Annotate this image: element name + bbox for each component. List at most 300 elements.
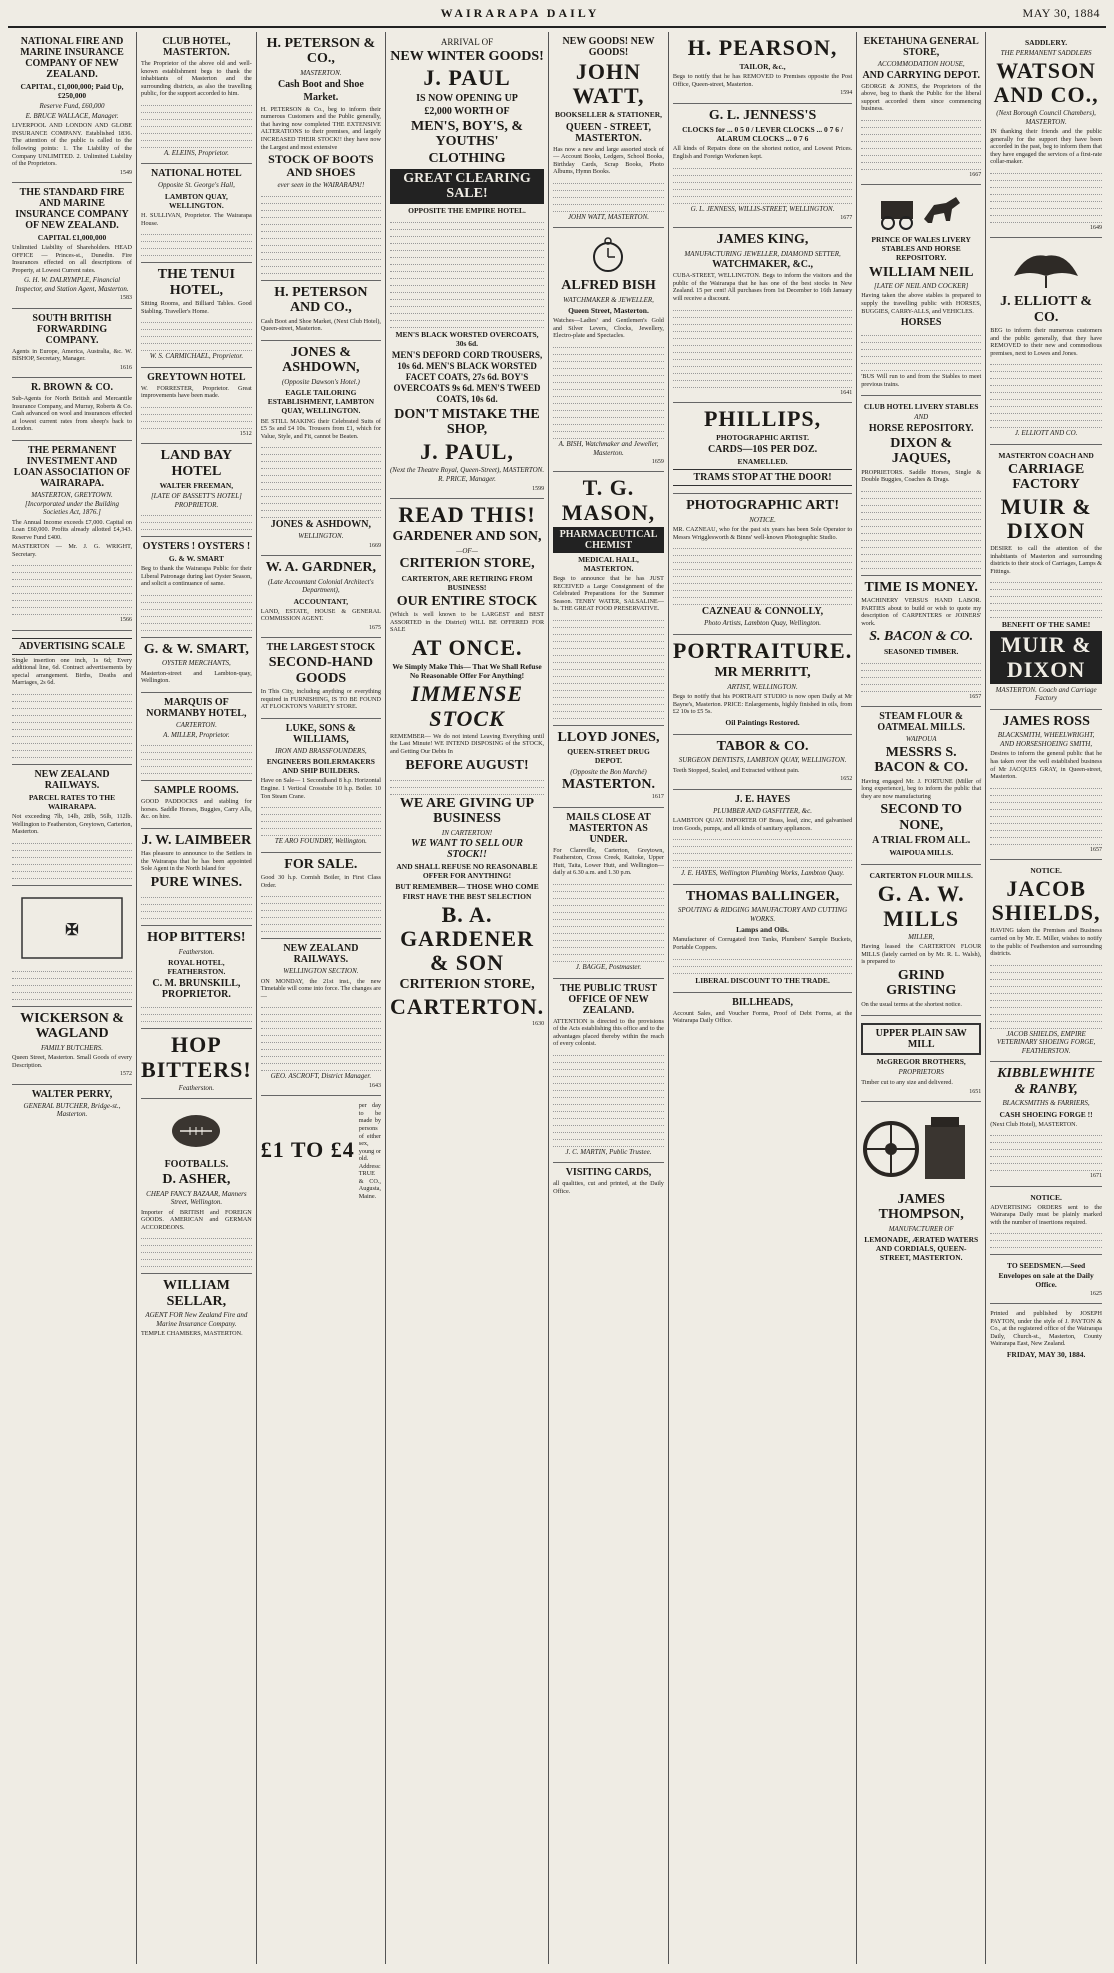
sample-rooms-ad: [141, 781, 252, 829]
ad-sub: SPOUTING & RIDGING MANUFACTORY AND CUTTING WORKS.: [677, 906, 848, 923]
ad-heading-3: IMMENSE STOCK: [410, 681, 524, 731]
ad-body: ADVERTISING ORDERS sent to the Wairarapa Daily must be plainly marked with the number of insertions required.: [990, 1203, 1102, 1226]
imprint-date: FRIDAY, MAY 30, 1884.: [1006, 1350, 1086, 1359]
ad-heading: SOUTH BRITISH FORWARDING COMPANY.: [32, 312, 112, 346]
brown-ad: [12, 378, 132, 441]
ad-body: BE STILL MAKING their Celebrated Suits of £5 5s and £4 10s. Trousers from £1, which for Value, Style, and Fit, cannot be Beaten.: [260, 417, 381, 440]
ad-sub: OYSTER MERCHANTS,: [161, 659, 231, 668]
svg-text:✠: ✠: [65, 921, 79, 939]
ad-heading: ALFRED BISH: [561, 278, 656, 294]
column-3: [257, 32, 386, 1964]
ad-body: H. PETERSON & Co., beg to inform their numerous Customers and the Public generally, that having now completed THE EXTENSIVE ALTERATIONS to their premises, and largely INCREASED THEIR STOCK!! they have now the Largest and most extensive: [260, 105, 381, 151]
ad-heading: CARTERTON FLOUR MILLS.: [869, 871, 973, 881]
ad-number: 1599: [532, 485, 545, 492]
ad-line: CAPITAL £1,000,000: [37, 233, 107, 243]
columns: [8, 32, 1106, 1964]
ad-sub: BLACKSMITHS & FARRIERS,: [1002, 1099, 1090, 1108]
ad-line: EAGLE TAILORING ESTABLISHMENT, LAMBTON QUAY, WELLINGTON.: [267, 388, 374, 416]
ad-sub: MANUFACTURING JEWELLER, DIAMOND SETTER,: [684, 249, 841, 258]
ad-tail: OPPOSITE THE EMPIRE HOTEL.: [408, 205, 526, 215]
ad-body: CUBA-STREET, WELLINGTON. Begs to inform the visitors and the public of the Wairarapa that he has one of the best stocks in New Zealand. 15 per cent! All purchases from 1st December to 16th January will receive a discount.: [672, 272, 853, 303]
ad-number: 1669: [368, 542, 381, 549]
trade-mark-ad: [12, 886, 132, 1007]
ad-number: 1677: [840, 215, 853, 222]
ad-body: all qualities, cut and printed, at the Daily Office.: [553, 1180, 664, 1195]
ad-body-2: (Which is well known to be LARGEST and BEST ASSORTED in the District) WILL BE OFFERED FOR SALE: [389, 611, 545, 634]
column-2: [137, 32, 257, 1964]
ad-heading: LAND BAY HOTEL: [160, 448, 233, 479]
ad-line: HORSES: [900, 317, 942, 329]
ad-big: CARRIAGE FACTORY: [1007, 461, 1085, 493]
ad-body: LAND, ESTATE, HOUSE & GENERAL COMMISSION AGENT.: [260, 607, 381, 623]
ad-number: 1512: [239, 430, 252, 437]
ad-line: BENEFIT OF THE SAME!: [1001, 620, 1091, 630]
ad-heading: MASTERTON COACH AND: [998, 450, 1094, 460]
ad-heading: NEW ZEALAND RAILWAYS.: [283, 943, 359, 966]
ad-sub: CARTERTON.: [175, 721, 217, 730]
visiting-cards-ad: [553, 1163, 664, 1202]
jenness-clocks-ad: [673, 104, 852, 229]
ad-sub: AGENT FOR New Zealand Fire and Marine Insurance Company.: [145, 1311, 248, 1328]
ad-sub: [LATE OF NEIL AND COCKER]: [874, 281, 969, 290]
ad-body-4: AND SHALL REFUSE NO REASONABLE OFFER FOR ANYTHING!: [396, 862, 538, 881]
ad-heading: TIME IS MONEY.: [864, 579, 978, 595]
machinery-icon: [861, 1109, 981, 1189]
ad-line: SEASONED TIMBER.: [883, 646, 959, 656]
ad-heading: H. PETERSON AND CO.,: [274, 284, 368, 316]
ad-clothing: CLOTHING: [428, 151, 506, 167]
ad-sub: [LATE OF BASSETT'S HOTEL] PROPRIETOR.: [150, 492, 242, 509]
ad-heading: WILLIAM SELLAR,: [162, 1278, 230, 1309]
ad-body: Sub-Agents for North British and Mercantile Insurance Company, and Murray, Roberts & Co. Cash advanced on wool and insurances effected at lowest current rates from sheep's back to London.: [12, 395, 132, 433]
ad-heading: HOP BITTERS!: [147, 930, 246, 946]
ad-body: Desires to inform the general public that he has taken over the well established business of Mr JACQUES GRAY, in Queen-street, Masterton.: [990, 750, 1102, 781]
ad-number: 1667: [969, 171, 982, 178]
ad-heading: J. ELLIOTT & CO.: [1000, 294, 1093, 325]
ad-heading: SAMPLE ROOMS.: [154, 785, 239, 797]
ad-sub: SURGEON DENTISTS, LAMBTON QUAY, WELLINGTON.: [678, 756, 847, 765]
ad-tail: We Simply Make This— That We Shall Refuse No Reasonable Offer For Anything!: [392, 662, 542, 681]
ad-body: In This City, including anything or everything required in FURNISHING, IS TO BE FOUND AT FLOCKTON'S VARIETY STORE.: [260, 687, 381, 711]
ad-body: Teeth Stopped, Scaled, and Extracted without pain.: [672, 766, 800, 774]
ad-number: 1641: [840, 389, 853, 396]
ad-body: Manufacturer of Corrugated Iron Tanks, Plumbers' Sample Buckets, Portable Coppers.: [672, 936, 853, 952]
ad-line: PARCEL RATES TO THE WAIRARAPA.: [28, 793, 116, 812]
ad-sub: Featherston.: [178, 947, 215, 956]
ad-sub: MEN'S, BOY'S, & YOUTHS': [411, 118, 524, 149]
ad-big: NEW WINTER GOODS!: [390, 48, 544, 64]
ad-line: CAZNEAU & CONNOLLY,: [701, 606, 824, 618]
ad-agent: J. ELLIOTT AND CO.: [1014, 429, 1078, 438]
footballs-ad: [141, 1099, 252, 1274]
ad-agent: MASTERTON.: [561, 777, 655, 793]
ad-agent: WAIPOUA MILLS.: [889, 848, 954, 858]
ad-heading: JAMES THOMPSON,: [878, 1191, 964, 1223]
ad-body: Single insertion one inch, 1s 6d; Every additional line, 6d. Contract advertisements by special arrangement. Births, Deaths and Marriages, 2s 6d.: [12, 656, 132, 687]
paul-winter-goods-ad: [390, 32, 544, 499]
ad-name: JACOB SHIELDS,: [991, 876, 1101, 926]
trade-mark-emblem-icon: [12, 893, 132, 963]
ad-heading: TABOR & CO.: [716, 738, 809, 754]
ad-tail-2: BUT REMEMBER— THOSE WHO COME FIRST HAVE THE BEST SELECTION: [395, 882, 539, 901]
alfred-bish-ad: [553, 228, 664, 472]
ad-footer: JONES & ASHDOWN,: [270, 519, 372, 531]
ad-heading: NOTICE.: [1030, 1192, 1062, 1202]
ad-heading: CLUB HOTEL LIVERY STABLES: [863, 402, 979, 412]
ad-agent: A. MILLER, Proprietor.: [163, 730, 230, 739]
ad-line: MEDICAL HALL, MASTERTON.: [578, 554, 639, 573]
ad-agent: MASTERTON — Mr. J. G. WRIGHT, Secretary.: [12, 543, 132, 558]
masthead-date: MAY 30, 1884: [1022, 6, 1100, 20]
ad-line: CARDS—10S PER DOZ.: [707, 444, 818, 456]
ad-body: MR. CAZNEAU, who for the past six years has been Sole Operator to Messrs Wrigglesworth & Binns' well-known Photographic Studio.: [672, 526, 853, 541]
column-7: [857, 32, 986, 1964]
ad-name: WILLIAM NEIL: [868, 264, 974, 280]
for-sale-ad: [261, 853, 381, 940]
ad-sub: PHARMACEUTICAL CHEMIST: [553, 527, 664, 553]
watson-saddlery-ad: [990, 32, 1102, 238]
ad-line: Oil Paintings Restored.: [725, 717, 800, 727]
ad-body-3: REMEMBER— We do not intend Leaving Everything until the Last Minute! WE INTEND DISPOSING of the STOCK, and Getting Our Debts In: [389, 732, 545, 755]
pearson-tailor-ad: [673, 32, 852, 104]
ad-name-banner: MUIR & DIXON: [990, 631, 1102, 683]
ad-body: Timber cut to any size and delivered.: [861, 1078, 953, 1086]
bacon-timber-ad: [861, 576, 981, 707]
ad-sub: IRON AND BRASSFOUNDERS,: [275, 746, 367, 755]
ad-body: DESIRE to call the attention of the inhabitants of Masterton and surrounding districts to their stock of Carriages, Lamps & Fittings.: [990, 545, 1102, 575]
ad-line-3: WE WANT TO SELL OUR STOCK!!: [411, 838, 523, 861]
ad-tail: LIBERAL DISCOUNT TO THE TRADE.: [695, 975, 830, 985]
ad-sub: (Opposite the Bon Marché): [570, 767, 647, 776]
ad-sub: TAILOR, &c.,: [739, 62, 786, 72]
ad-heading: HOP BITTERS!: [141, 1032, 252, 1082]
ad-heading: BILLHEADS,: [732, 996, 793, 1008]
elliott-ad: [990, 238, 1102, 445]
jones-ashdown-ad: [261, 341, 381, 556]
ad-body: ON MONDAY, the 21st inst., the new Timetable will come into force. The changes are—: [260, 977, 381, 1000]
ad-name: S. BACON & CO.: [869, 629, 974, 645]
public-trust-ad: [553, 979, 664, 1164]
ad-heading: CLUB HOTEL, MASTERTON.: [162, 36, 231, 58]
ad-heading: NOTICE.: [1030, 865, 1062, 875]
ad-number: 1643: [368, 1082, 381, 1089]
ad-line-4: CARTERTON.: [389, 993, 545, 1019]
ad-sub-2: IN CARTERTON!: [441, 828, 493, 837]
sellar-ad: [141, 1274, 252, 1344]
ad-line: (Next Borough Council Chambers), MASTERTON.: [996, 109, 1096, 126]
ad-heading: TO SEEDSMEN.—Seed Envelopes on sale at the Daily Office.: [998, 1261, 1094, 1289]
ad-big: AT ONCE.: [411, 634, 523, 660]
ad-name: DIXON & JAQUES,: [890, 435, 953, 467]
ad-agent: C. M. BRUNSKILL, PROPRIETOR.: [152, 978, 241, 1001]
mails-ad: [553, 808, 664, 979]
insurance-ad: [12, 32, 132, 183]
ad-body: The Annual Income exceeds £7,000. Capital on Loan £60,000. Profits already allotted £4,343. Reserve Fund £400.: [12, 518, 132, 541]
muir-dixon-ad: [990, 445, 1102, 710]
ad-heading: UPPER PLAIN SAW MILL: [861, 1023, 981, 1055]
ad-agent: R. PRICE, Manager.: [438, 475, 496, 484]
ad-line: LAMBTON QUAY, WELLINGTON.: [164, 191, 228, 211]
ad-sub-3: CRITERION STORE,: [399, 977, 535, 993]
ad-body: Beg to thank the Wairarapa Public for their Liberal Patronage during last Oyster Season, and solicit a continuance of same.: [141, 565, 252, 588]
ad-number: 1625: [1089, 1290, 1102, 1297]
ad-agent: G. H. W. DALRYMPLE, Financial Inspector, and Station Agent, Masterton.: [15, 276, 129, 293]
ad-sub: THE PERMANENT SADDLERS: [1000, 49, 1092, 58]
ad-body: (Next Club Hotel), MASTERTON.: [990, 1120, 1078, 1128]
laimbeer-ad: [141, 829, 252, 926]
column-8: [986, 32, 1106, 1964]
normanby-hotel-ad: [141, 693, 252, 781]
ad-heading: OYSTERS ! OYSTERS !: [142, 541, 251, 553]
ad-line: CAPITAL, £1,000,000; Paid Up, £250,000: [20, 82, 124, 101]
ad-agent: TE ARO FOUNDRY, Wellington.: [274, 837, 367, 846]
ad-heading: ARRIVAL OF: [440, 37, 494, 47]
foundry-ad: [261, 719, 381, 853]
ad-body: GOOD PADDOCKS and stabling for horses. Saddle Horses, Buggies, Carry Alls, &c. on hire.: [141, 798, 252, 821]
ad-body: Begs to notify that his PORTRAIT STUDIO is now open Daily at Mr Bayne's, Masterton. PRICE: Enlargements, highly finished in oils, from £2 10s to £5 5s.: [672, 693, 853, 716]
ad-body: ATTENTION is directed to the provisions of the Acts establishing this office and to the advantages placed thereby within the reach of every colonist.: [553, 1017, 664, 1048]
ad-number: 1616: [120, 364, 132, 371]
ad-body: W. FORRESTER, Proprietor. Great improvements have been made.: [141, 384, 252, 400]
ad-heading: JAMES ROSS: [1002, 713, 1090, 729]
ad-agent: JACOB SHIELDS, EMPIRE VETERINARY SHOEING FORGE, FEATHERSTON.: [996, 1029, 1096, 1055]
ad-heading: W. A. GARDNER,: [265, 560, 377, 576]
ad-sub: MANUFACTURER OF: [888, 1224, 954, 1233]
ad-body: Good 30 h.p. Cornish Boiler, in First Class Order.: [260, 874, 381, 889]
ad-body: IN thanking their friends and the public generally for the support they have been accorded in the past, beg to inform them that they have engaged the services of a first-rate collar-maker.: [990, 128, 1102, 166]
ad-line: SECOND TO NONE,: [880, 802, 962, 833]
ad-line: QUEEN-STREET DRUG DEPOT.: [567, 747, 650, 766]
ad-heading-4: WE ARE GIVING UP BUSINESS: [399, 795, 535, 827]
ad-heading-5: B. A. GARDENER & SON: [400, 901, 534, 976]
standard-insurance-ad: [12, 183, 132, 309]
ad-body: GEORGE & JONES, the Proprietors of the above, beg to thank the Public for the liberal support accorded them since commencing business.: [861, 82, 982, 113]
ad-body: CARTERTON, ARE RETIRING FROM BUSINESS!: [401, 573, 533, 592]
lloyd-jones-ad: [553, 726, 664, 808]
peterson-ad: [261, 32, 381, 281]
ad-heading: NEW GOODS! NEW GOODS!: [562, 36, 655, 58]
ad-sub: ARTIST, WELLINGTON.: [727, 682, 798, 691]
ad-agent: J. E. HAYES, Wellington Plumbing Works, Lambton Quay.: [680, 869, 845, 878]
ad-heading: FOR SALE.: [284, 856, 358, 872]
peterson-ad-2: [261, 281, 381, 341]
ad-line: MEN'S BLACK WORSTED OVERCOATS, 30s 6d.: [395, 329, 539, 348]
ad-line: HORSE REPOSITORY.: [868, 422, 974, 434]
ad-body: LIVERPOOL AND LONDON AND GLOBE INSURANCE COMPANY. Established 1836. The attention of the public is called to the following points: 1. The Liability of the Company UNLIMITED. 2. Unlimited Liability of the Proprietors.: [12, 122, 132, 168]
ad-body: Have on Sale— 1 Secondhand 8 h.p. Horizontal Engine. 1 Vertical Crosstube 10 h.p. Boiler. 10 Ton Steam Crane.: [260, 777, 381, 800]
ad-tail: ever seen in the WAIRARAPA!!: [277, 181, 365, 190]
ad-body: Having leased the CARTERTON FLOUR MILLS (lately carried on by Mr. R. L. Walsh), is prepared to: [861, 943, 982, 966]
billheads-ad: [673, 993, 852, 1032]
ad-number: 1651: [969, 1088, 982, 1095]
ad-heading: STEAM FLOUR & OATMEAL MILLS.: [877, 711, 965, 734]
ad-line: CASH SHOEING FORGE !!: [999, 1109, 1093, 1119]
ad-heading: EKETAHUNA GENERAL STORE,: [863, 36, 979, 58]
ad-body: MEN'S DEFORD CORD TROUSERS, 10s 6d. MEN'S BLACK WORSTED FACET COATS, 27s 6d. BOY'S OVERCOATS 9s 6d. MEN'S TWEED COATS, 10s 6d.: [391, 349, 543, 404]
ad-body: TEMPLE CHAMBERS, MASTERTON.: [141, 1330, 243, 1338]
ad-name: GARDENER AND SON,: [392, 529, 542, 545]
ad-line: G. & W. SMART: [168, 554, 224, 564]
ad-heading: NATIONAL HOTEL: [151, 168, 242, 180]
ad-body: MACHINERY VERSUS HAND LABOR. PARTIES about to build or wish to quote my description of CARPENTERS or JOINERS' work.: [861, 597, 982, 627]
ad-body: BEG to inform their numerous customers and the public generally, that they have REMOVED to their new and commodious premises, next to Lowes and Jones.: [990, 327, 1102, 357]
ad-name: J. PAUL,: [420, 438, 514, 464]
ad-line: D. ASHER,: [162, 1172, 231, 1188]
ad-line: WALTER FREEMAN,: [159, 480, 234, 490]
tabor-dentists-ad: [673, 735, 852, 790]
ad-name: MUIR & DIXON: [1000, 493, 1092, 543]
saddle-emblem-icon: [990, 245, 1102, 291]
ad-sub: Reserve Fund, £60,000: [39, 102, 105, 111]
ad-body: Sitting Rooms, and Billiard Tables. Good Stabling. Traveller's Home.: [141, 300, 252, 315]
ad-heading: G. & W. SMART,: [143, 641, 249, 657]
club-hotel-ad: [141, 32, 252, 164]
eketahuna-store-ad: [861, 32, 981, 185]
ad-body: Has now a new and large assorted stock of— Account Books, Ledgers, School Books, Birthday Cards, Scrap Books, Photo Albums, Hymn Books.: [553, 145, 664, 176]
ad-number: 1657: [1089, 846, 1102, 853]
ad-name: WATSON AND CO.,: [993, 57, 1099, 107]
ad-heading: THE PERMANENT INVESTMENT AND LOAN ASSOCIATION OF WAIRARAPA.: [13, 445, 131, 490]
ad-sub: Featherston.: [178, 1083, 215, 1092]
merritt-portraiture-ad: [673, 635, 852, 735]
ad-number: 1617: [651, 794, 664, 801]
ad-heading: SADDLERY.: [1025, 38, 1068, 47]
ad-sub: ACCOMMODATION HOUSE,: [877, 60, 965, 68]
ad-agent: Photo Artists, Lambton Quay, Wellington.: [704, 619, 821, 628]
gardener-criterion-ad: [390, 499, 544, 1033]
ad-sub: —OF—: [456, 546, 478, 555]
ad-body: For Clareville, Carterton, Greytown, Featherston, Cross Creek, Kaitoke, Upper Hutt, Taita, Lower Hutt, and Wellington—daily at 6.30 a.m. and 1.30 p.m.: [553, 846, 664, 877]
ad-sub: CHEAP FANCY BAZAAR, Manners Street, Wellington.: [146, 1189, 247, 1207]
land-bay-hotel-ad: [141, 444, 252, 537]
ad-heading: G. L. JENNESS'S: [708, 107, 817, 123]
ad-heading: PORTRAITURE.: [672, 637, 853, 663]
ad-sub: MASTERTON, GREYTOWN. [Incorporated under the Building Societies Act, 1876.]: [25, 491, 119, 517]
ad-sub: WAIPOUA: [905, 735, 937, 744]
ad-body: Cash Boot and Shoe Market, (Next Club Hotel), Queen-street, Masterton.: [260, 317, 381, 333]
ad-sub: Opposite St. George's Hall,: [157, 181, 235, 190]
ad-line: WATCHMAKER, &C.,: [712, 259, 814, 271]
ad-sub: PROPRIETORS: [898, 1068, 944, 1077]
ad-tail: 'BUS Will run to and from the Stables to meet previous trains.: [861, 373, 982, 388]
ad-sub: MASTERTON.: [300, 68, 342, 77]
ad-heading: JAMES KING,: [716, 232, 809, 248]
ad-number: 1549: [120, 169, 132, 176]
ad-body: £2,000 WORTH OF: [424, 105, 510, 117]
ad-big: STOCK OF BOOTS AND SHOES: [268, 152, 374, 180]
ad-line: ACCOUNTANT,: [293, 596, 349, 606]
ad-line: QUEEN - STREET, MASTERTON.: [565, 121, 652, 144]
ad-number: 1657: [969, 694, 982, 700]
money-ad: [261, 1096, 381, 1207]
ad-heading: LUKE, SONS & WILLIAMS,: [285, 722, 357, 745]
ad-body: Queen Street, Masterton. Small Goods of every Description.: [12, 1054, 132, 1069]
ad-heading: THE TENUI HOTEL,: [157, 267, 235, 298]
ad-sub: FAMILY BUTCHERS.: [41, 1043, 103, 1052]
ad-sub: PLUMBER AND GASFITTER, &c.: [713, 806, 812, 815]
ballinger-ad: [673, 885, 852, 993]
ad-heading: READ THIS!: [398, 502, 536, 528]
ad-line: Cash Boot and Shoe Market.: [277, 79, 364, 103]
ad-heading: VISITING CARDS,: [565, 1167, 652, 1179]
ad-line: CLOCKS for ... 0 5 0 / LEVER CLOCKS ... 0 7 6 / ALARUM CLOCKS ... 0 7 6: [682, 125, 843, 144]
ad-line: PURE WINES.: [150, 874, 243, 890]
hop-bitters-ad-2: [141, 1029, 252, 1099]
ad-body: Begs to notify that he has REMOVED to Premises opposite the Post Office, Queen-street, Masterton.: [672, 73, 853, 88]
watch-icon: [553, 235, 664, 275]
ad-body: PROPRIETORS. Saddle Horses, Single & Double Buggies, Coaches & Drags.: [861, 468, 982, 484]
railways-timetable-ad: [261, 939, 381, 1096]
ad-heading: NEW ZEALAND RAILWAYS.: [34, 769, 110, 792]
ad-heading: PHILLIPS,: [703, 405, 822, 431]
dixon-jaques-ad: [861, 396, 981, 576]
investment-ad: [12, 441, 132, 631]
james-ross-ad: [990, 710, 1102, 860]
ad-agent: G. L. JENNESS, WILLIS-STREET, WELLINGTON.: [690, 204, 835, 213]
seedsmen-ad: [990, 1255, 1102, 1304]
ad-body: Agents in Europe, America, Australia, &c. W. BISHOP, Secretary, Manager.: [12, 347, 132, 363]
ad-number: 1572: [120, 1071, 132, 1078]
phillips-photo-ad: [673, 403, 852, 494]
greytown-hotel-ad: [141, 368, 252, 444]
ad-body: Unlimited Liability of Shareholders. HEAD OFFICE — Princes-st., Dunedin. Fire Insurances effected on all descriptions of Property, at Lowest Current rates.: [12, 244, 132, 274]
ad-sub: WELLINGTON SECTION.: [283, 967, 359, 976]
ad-body: HAVING taken the Premises and Business carried on by Mr. E. Miller, wishes to notify to the public of Featherston and surrounding districts.: [990, 927, 1102, 958]
ad-agent: A. BISH, Watchmaker and Jeweller, Masterton.: [558, 440, 659, 457]
ad-line-2: BEFORE AUGUST!: [405, 757, 529, 773]
ad-heading: £1 TO £4: [260, 1137, 355, 1163]
ad-sub: AND: [914, 413, 929, 422]
ad-number: 1675: [368, 624, 381, 631]
cazneau-ad: [673, 494, 852, 635]
ad-body: LEMONADE, ÆRATED WATERS AND CORDIALS, QUEEN-STREET, MASTERTON.: [864, 1235, 979, 1263]
national-hotel-ad: [141, 164, 252, 263]
ad-heading: FOOTBALLS.: [164, 1159, 229, 1171]
secondhand-ad: [261, 638, 381, 718]
masthead-title: WAIRARAPA DAILY: [440, 6, 600, 20]
ad-agent: E. BRUCE WALLACE, Manager.: [25, 111, 119, 120]
ad-name: JOHN WATT,: [572, 59, 645, 109]
ad-body: Watches—Ladies' and Gentlemen's Gold and Silver Levers, Clocks, Jewellery, Electro-plate and Spectacles.: [553, 317, 664, 340]
ad-name: MR MERRITT,: [714, 665, 811, 681]
ad-heading: THOMAS BALLINGER,: [685, 888, 840, 904]
jacob-shields-ad: [990, 860, 1102, 1062]
ad-tail: A TRIAL FROM ALL.: [872, 835, 971, 847]
ad-line: Lamps and Oils.: [736, 925, 789, 935]
ad-tail: MASTERTON. Coach and Carriage Factory: [995, 685, 1097, 703]
james-king-ad: [673, 228, 852, 402]
ad-sub: PHOTOGRAPHIC ARTIST.: [716, 433, 809, 443]
ad-body: Having engaged Mr. J. FORTUNE (Miller of long experience), beg to inform the public that they are now manufacturing: [861, 777, 982, 800]
ad-name: MESSRS S. BACON & CO.: [874, 744, 969, 776]
butchers-ad: [12, 1007, 132, 1085]
ad-tail: TRAMS STOP AT THE DOOR!: [673, 469, 852, 486]
column-5: [549, 32, 669, 1964]
ad-body: Begs to announce that he has JUST RECEIVED a Large Consignment of the Celebrated Preparations for the Summer Season. TENBY WATER, SALSALINE— Is. THE GREAT FOOD PRESERVATIVE.: [553, 575, 664, 613]
notice-ad: [990, 1187, 1102, 1256]
ad-number: 1594: [840, 90, 853, 97]
gardner-accountant-ad: [261, 556, 381, 638]
oysters-ad: [141, 537, 252, 638]
ad-heading: THE LARGEST STOCK: [266, 642, 376, 654]
column-6: [669, 32, 857, 1964]
ad-heading: MAILS CLOSE AT MASTERTON AS UNDER.: [566, 811, 651, 845]
ad-sub: NOTICE.: [749, 515, 776, 524]
ad-heading: KIBBLEWHITE & RANBY,: [997, 1066, 1096, 1097]
ad-name: McGREGOR BROTHERS,: [876, 1057, 966, 1067]
imprint: [990, 1304, 1102, 1366]
ad-body: LAMBTON QUAY. IMPORTER OF Brass, lead, zinc, and galvanised iron Goods, pumps, and all kinds of sanitary appliances.: [672, 817, 853, 832]
